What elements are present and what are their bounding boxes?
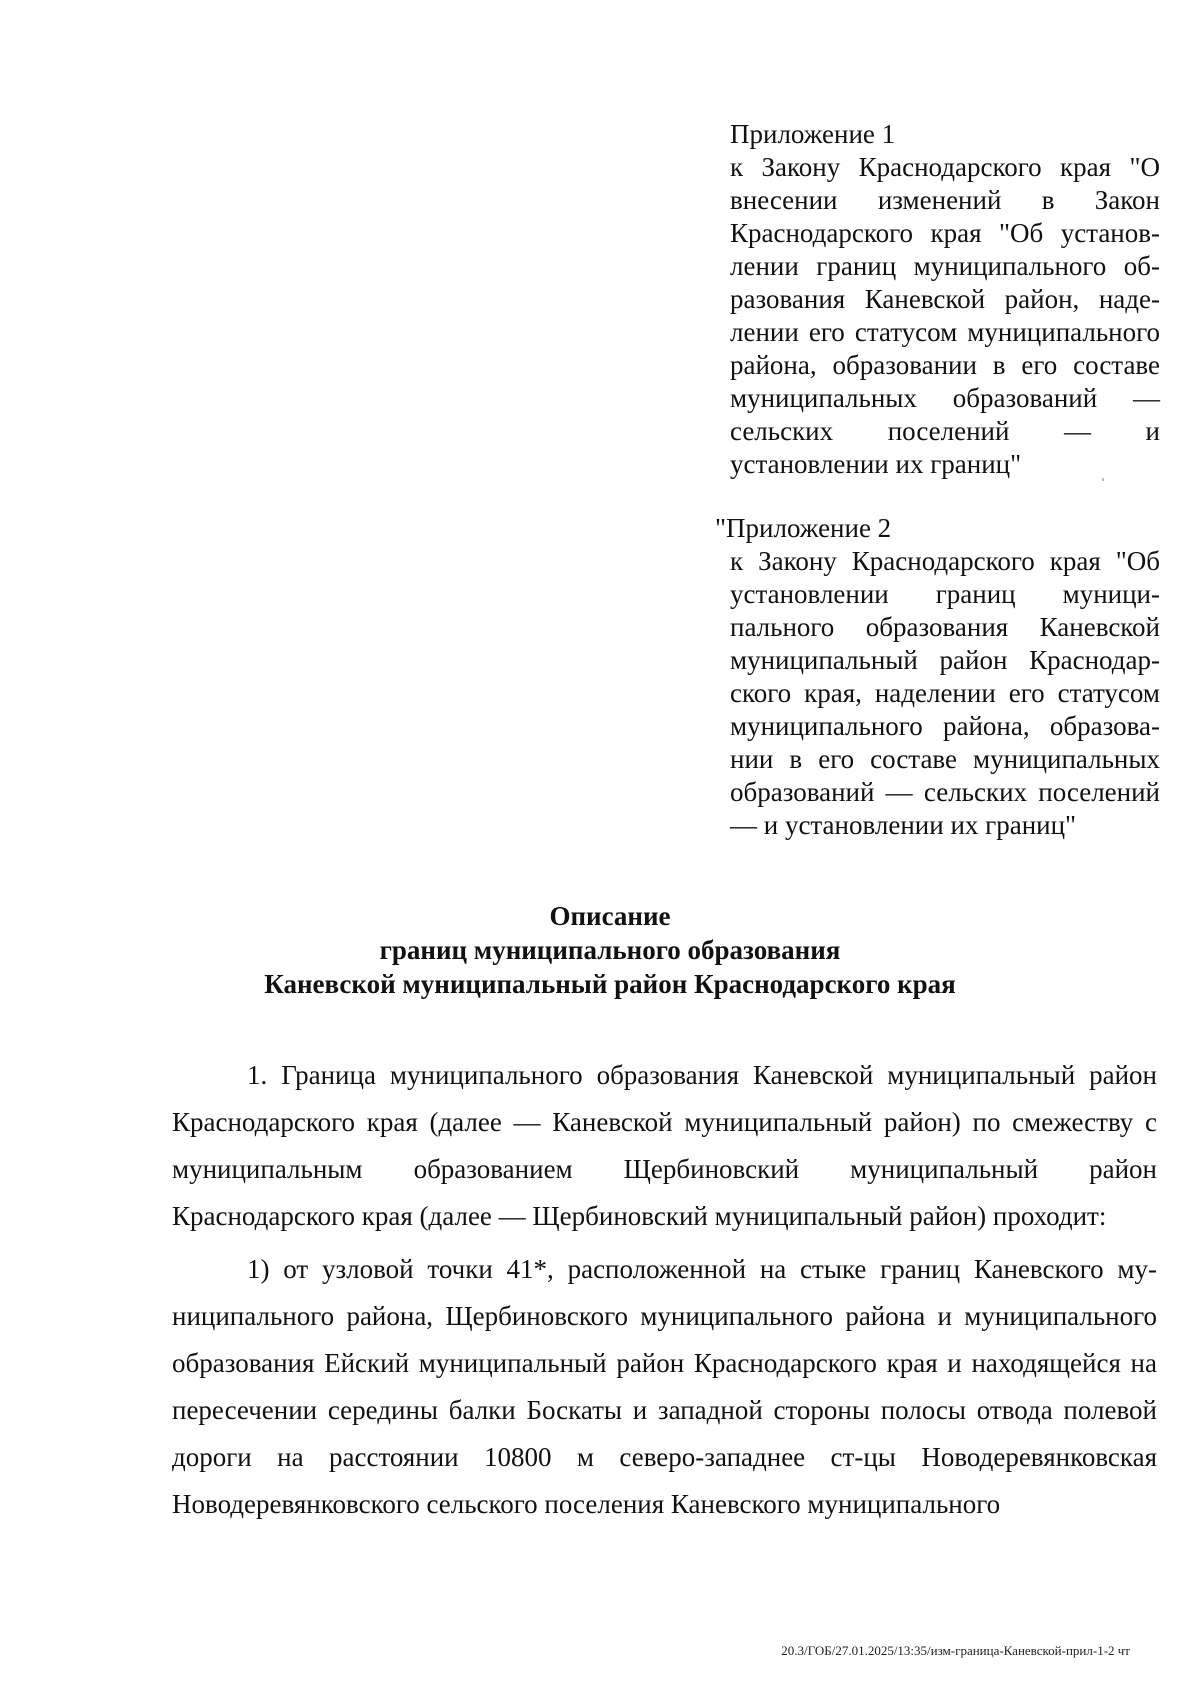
paragraph-1: 1. Граница муниципального образования Каневской муниципальный район Краснодарского края (далее — Каневской муниципальный район) по смежеству с муниципальным образованием Щербиновский муниципальный район Краснодарского края (далее — Щербиновский муниципальный район) проходит:: [172, 1060, 1157, 1231]
main-text: [172, 1052, 1157, 1528]
appendix-2-block: [715, 512, 1160, 842]
document-heading: [170, 899, 1050, 1001]
heading-line-2: границ муниципального образования: [379, 935, 841, 965]
appendix-2-caption: "Приложение 2: [715, 513, 892, 543]
appendix-1-block: [730, 118, 1160, 481]
paragraph-2: 1) от узловой точки 41*, расположенной на стыке границ Каневского муниципального района, Щербиновского муниципального района и муниципального образования Ейский муниципальный район Краснодарского края и находящейся на пересечении середины балки Боскаты и западной стороны полосы отвода полевой дороги на расстоянии 10800 м северо-западнее ст-цы Новодеревянковская Новодеревянковского сельского поселения Каневского муниципального: [172, 1254, 1157, 1519]
heading-line-1: Описание: [549, 901, 671, 931]
appendix-2-body: к Закону Краснодарского края "Об установлении границ муниципального образования Каневской муниципальный район Краснодарского края, наделении его статусом муниципального района, образовании в его составе муниципальных образований — сельских поселений — и установлении их границ": [730, 546, 1160, 840]
appendix-1-body: к Закону Краснодарского края "О внесении изменений в Закон Краснодарского края "Об установлении границ муниципального образования Каневской район, наделении его статусом муниципального района, образовании в его составе муниципальных образований — сельских поселений — и установлении их границ": [730, 152, 1160, 479]
heading-line-3: Каневской муниципальный район Краснодарского края: [264, 969, 956, 999]
scan-mark: [1102, 478, 1104, 481]
footer-code: 20.3/ГОБ/27.01.2025/13:35/изм-граница-Каневской-прил-1-2 чт: [781, 1643, 1130, 1658]
appendix-1-caption: Приложение 1: [730, 119, 896, 149]
